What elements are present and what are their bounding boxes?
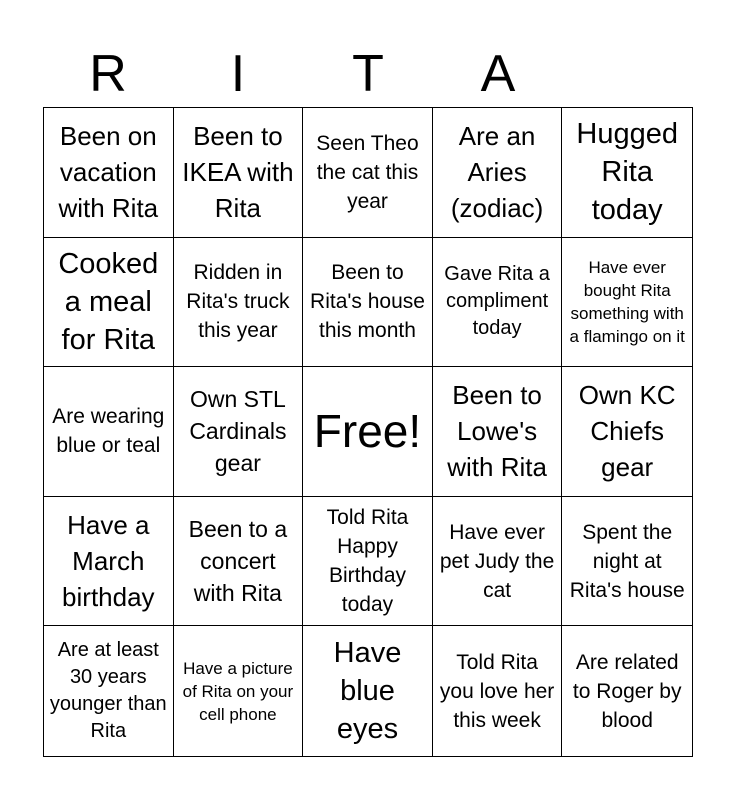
cell-text: Are related to Roger by blood: [572, 650, 682, 732]
cell-text: Told Rita you love her this week: [439, 650, 555, 732]
cell-text: Are wearing blue or teal: [52, 405, 165, 458]
bingo-cell[interactable]: [303, 626, 433, 756]
cell-text: Have ever pet Judy the cat: [439, 520, 555, 602]
bingo-cell[interactable]: [303, 497, 433, 627]
header-letter-blank: [563, 40, 693, 108]
cell-text: Cooked a meal for Rita: [58, 247, 159, 356]
bingo-cell[interactable]: [44, 108, 174, 238]
header-letter-a: A: [480, 45, 516, 103]
cell-text: Are an Aries (zodiac): [450, 121, 544, 224]
bingo-cell[interactable]: [174, 497, 304, 627]
bingo-cell[interactable]: [174, 367, 304, 497]
bingo-cell[interactable]: [44, 238, 174, 368]
bingo-cell[interactable]: [562, 108, 692, 238]
bingo-cell[interactable]: [174, 108, 304, 238]
cell-text: Hugged Rita today: [576, 118, 678, 227]
bingo-cell[interactable]: [44, 367, 174, 497]
bingo-cell[interactable]: [562, 626, 692, 756]
cell-text: Seen Theo the cat this year: [316, 131, 419, 213]
bingo-board: [43, 107, 693, 757]
bingo-cell[interactable]: [562, 238, 692, 368]
cell-text: Been to Rita's house this month: [310, 261, 425, 343]
bingo-header: [43, 40, 693, 108]
bingo-cell[interactable]: [433, 626, 563, 756]
cell-text: Have a picture of Rita on your cell phone: [182, 658, 294, 724]
cell-text: Spent the night at Rita's house: [569, 520, 685, 602]
cell-text: Have blue eyes: [333, 637, 402, 746]
header-letter-r: R: [89, 45, 127, 103]
bingo-cell[interactable]: [303, 238, 433, 368]
bingo-cell[interactable]: [303, 108, 433, 238]
bingo-cell[interactable]: [562, 367, 692, 497]
header-letter-i: I: [230, 45, 246, 103]
header-letter-t: T: [352, 45, 384, 103]
bingo-cell[interactable]: [433, 108, 563, 238]
cell-text: Ridden in Rita's truck this year: [186, 261, 290, 343]
bingo-cell[interactable]: [174, 238, 304, 368]
cell-text: Have a March birthday: [62, 510, 155, 613]
cell-text: Are at least 30 years younger than Rita: [49, 639, 167, 743]
cell-text: Own STL Cardinals gear: [189, 386, 287, 477]
bingo-cell[interactable]: [44, 497, 174, 627]
cell-text: Been to IKEA with Rita: [182, 121, 294, 224]
cell-text: Own KC Chiefs gear: [578, 380, 676, 483]
bingo-cell[interactable]: [562, 497, 692, 627]
cell-text: Have ever bought Rita something with a flamingo on it: [569, 257, 685, 346]
bingo-cell[interactable]: [44, 626, 174, 756]
cell-text: Told Rita Happy Birthday today: [326, 506, 409, 617]
cell-text: Been to a concert with Rita: [188, 516, 288, 607]
bingo-cell[interactable]: [433, 497, 563, 627]
cell-text: Gave Rita a compliment today: [444, 263, 550, 340]
cell-text-free: Free!: [313, 405, 422, 458]
cell-text: Been on vacation with Rita: [58, 121, 159, 224]
bingo-cell-free[interactable]: [303, 367, 433, 497]
bingo-cell[interactable]: [433, 238, 563, 368]
cell-text: Been to Lowe's with Rita: [447, 380, 547, 483]
bingo-cell[interactable]: [433, 367, 563, 497]
bingo-cell[interactable]: [174, 626, 304, 756]
